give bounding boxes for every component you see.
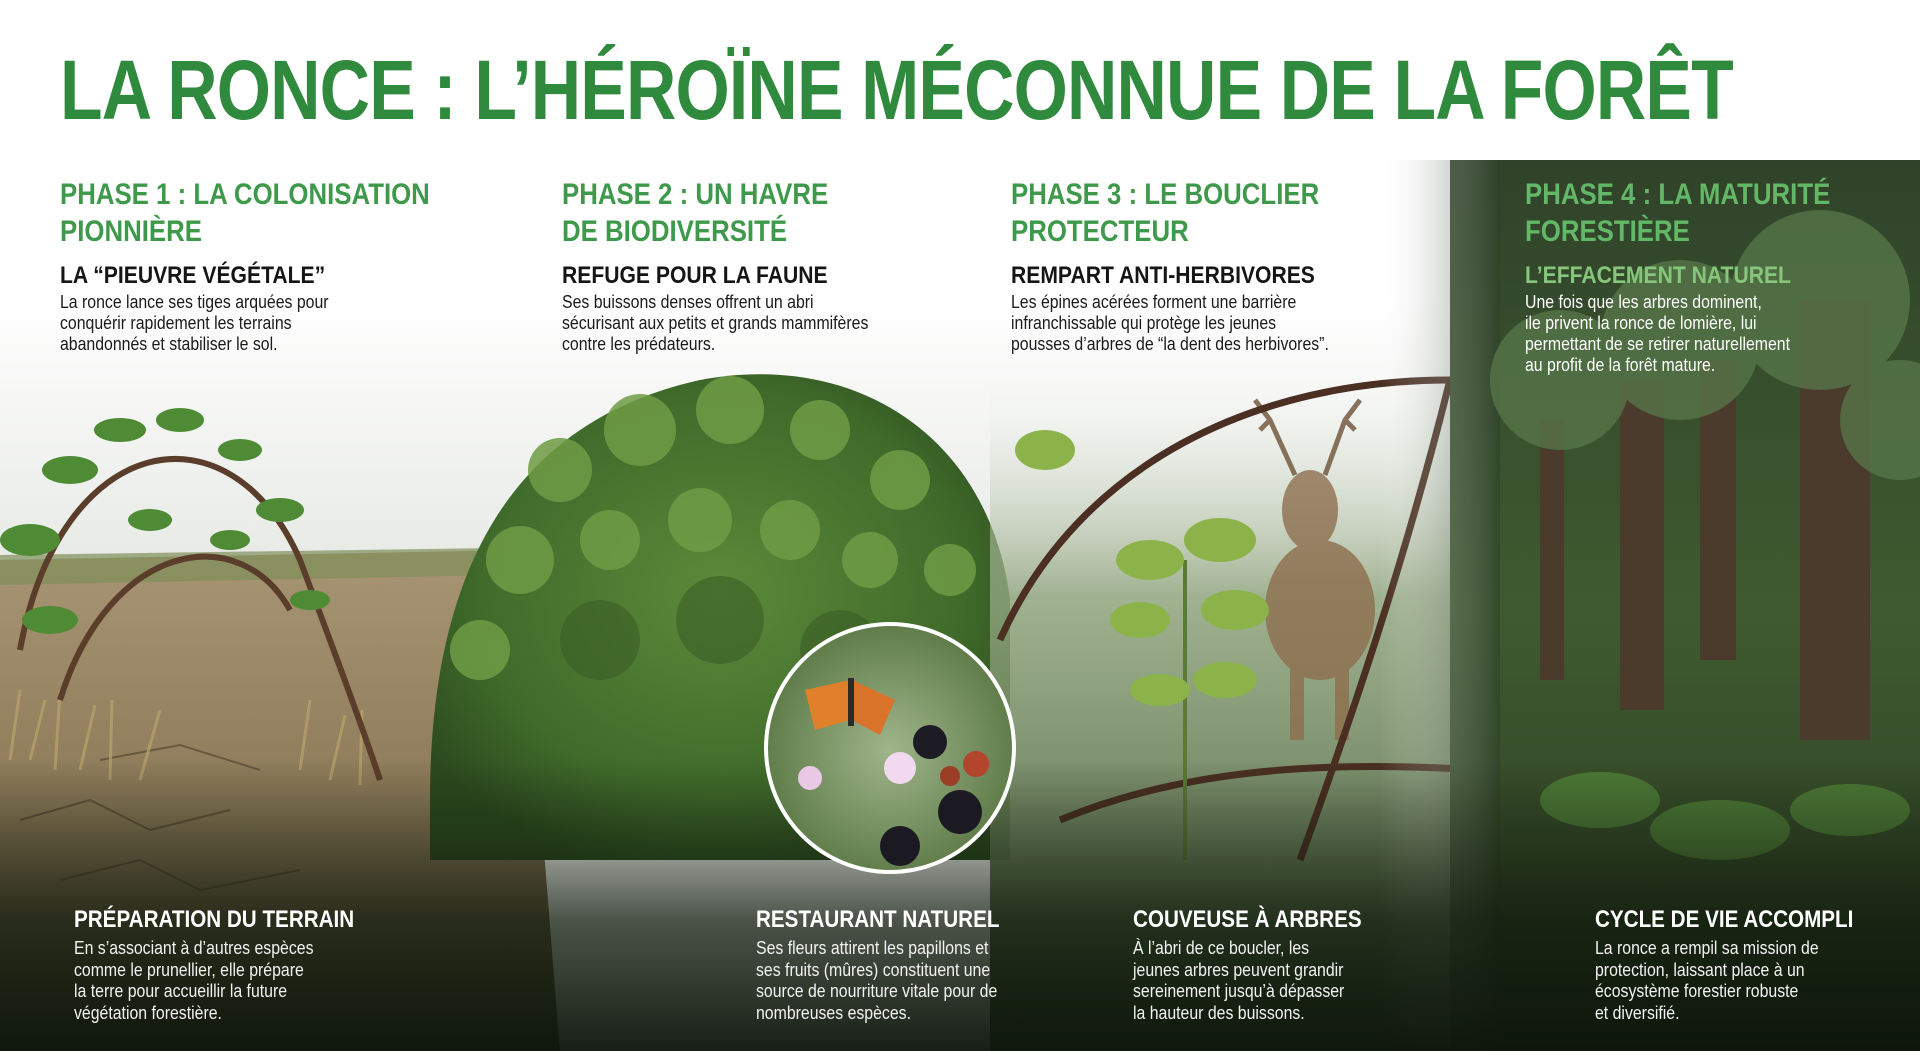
bottom-section-1-text: En s’associant à d’autres espèces comme le prunellier, elle prépare la terre pour accueillir la future végétation forestière. xyxy=(74,938,314,1023)
phase-3-description: Les épines acérées forment une barrière infranchissable qui protège les jeunes pousses d’arbres de “la dent des herbivores”. xyxy=(1011,292,1329,354)
phase-4-heading: PHASE 4 : LA MATURITÉ FORESTIÈRE xyxy=(1525,178,1831,248)
bottom-section-3-text: À l’abri de ce boucler, les jeunes arbres peuvent grandir sereinement jusqu’à dépasser la hauteur des buissons. xyxy=(1133,938,1345,1023)
phase-3-subtitle: REMPART ANTI-HERBIVORES xyxy=(1011,262,1315,289)
bottom-section-3-title: COUVEUSE À ARBRES xyxy=(1133,906,1362,933)
bottom-section-3 xyxy=(1133,906,1399,1024)
bottom-section-2-text: Ses fleurs attirent les papillons et ses fruits (mûres) constituent une source de nourriture vitale pour de nombreuses espèces. xyxy=(756,938,998,1023)
phase-1-heading: PHASE 1 : LA COLONISATION PIONNIÈRE xyxy=(60,178,430,248)
bottom-section-1 xyxy=(74,906,400,1024)
phase-4-subtitle: L’EFFACEMENT NATUREL xyxy=(1525,262,1791,289)
bottom-section-4-title: CYCLE DE VIE ACCOMPLI xyxy=(1595,906,1854,933)
bottom-section-4 xyxy=(1595,906,1895,1024)
phase-2-section xyxy=(562,176,982,355)
phase-2-description: Ses buissons denses offrent un abri sécurisant aux petits et grands mammifères contre les prédateurs. xyxy=(562,292,869,354)
page-title: LA RONCE : L’HÉROÏNE MÉCONNUE DE LA FORÊT xyxy=(60,43,1733,137)
bottom-section-4-text: La ronce a rempil sa mission de protection, laissant place à un écosystème forestier robuste et diversifié. xyxy=(1595,938,1819,1023)
bottom-section-2 xyxy=(756,906,1039,1024)
bottom-section-2-title: RESTAURANT NATUREL xyxy=(756,906,1000,933)
phase-2-subtitle: REFUGE POUR LA FAUNE xyxy=(562,262,828,289)
phase-4-description: Une fois que les arbres dominent, ile privent la ronce de lomière, lui permettant de se retirer naturellement au profit de la forêt mature. xyxy=(1525,292,1791,375)
phase-3-section xyxy=(1011,176,1431,355)
phase-2-heading: PHASE 2 : UN HAVRE DE BIODIVERSITÉ xyxy=(562,178,829,248)
bottom-section-1-title: PRÉPARATION DU TERRAIN xyxy=(74,906,355,933)
phase-4-section xyxy=(1525,176,1920,376)
phase-1-section xyxy=(60,176,490,355)
phase-3-heading: PHASE 3 : LE BOUCLIER PROTECTEUR xyxy=(1011,178,1320,248)
phase-1-description: La ronce lance ses tiges arquées pour conquérir rapidement les terrains abandonnés et stabiliser le sol. xyxy=(60,292,329,354)
phase-1-subtitle: LA “PIEUVRE VÉGÉTALE” xyxy=(60,262,326,289)
